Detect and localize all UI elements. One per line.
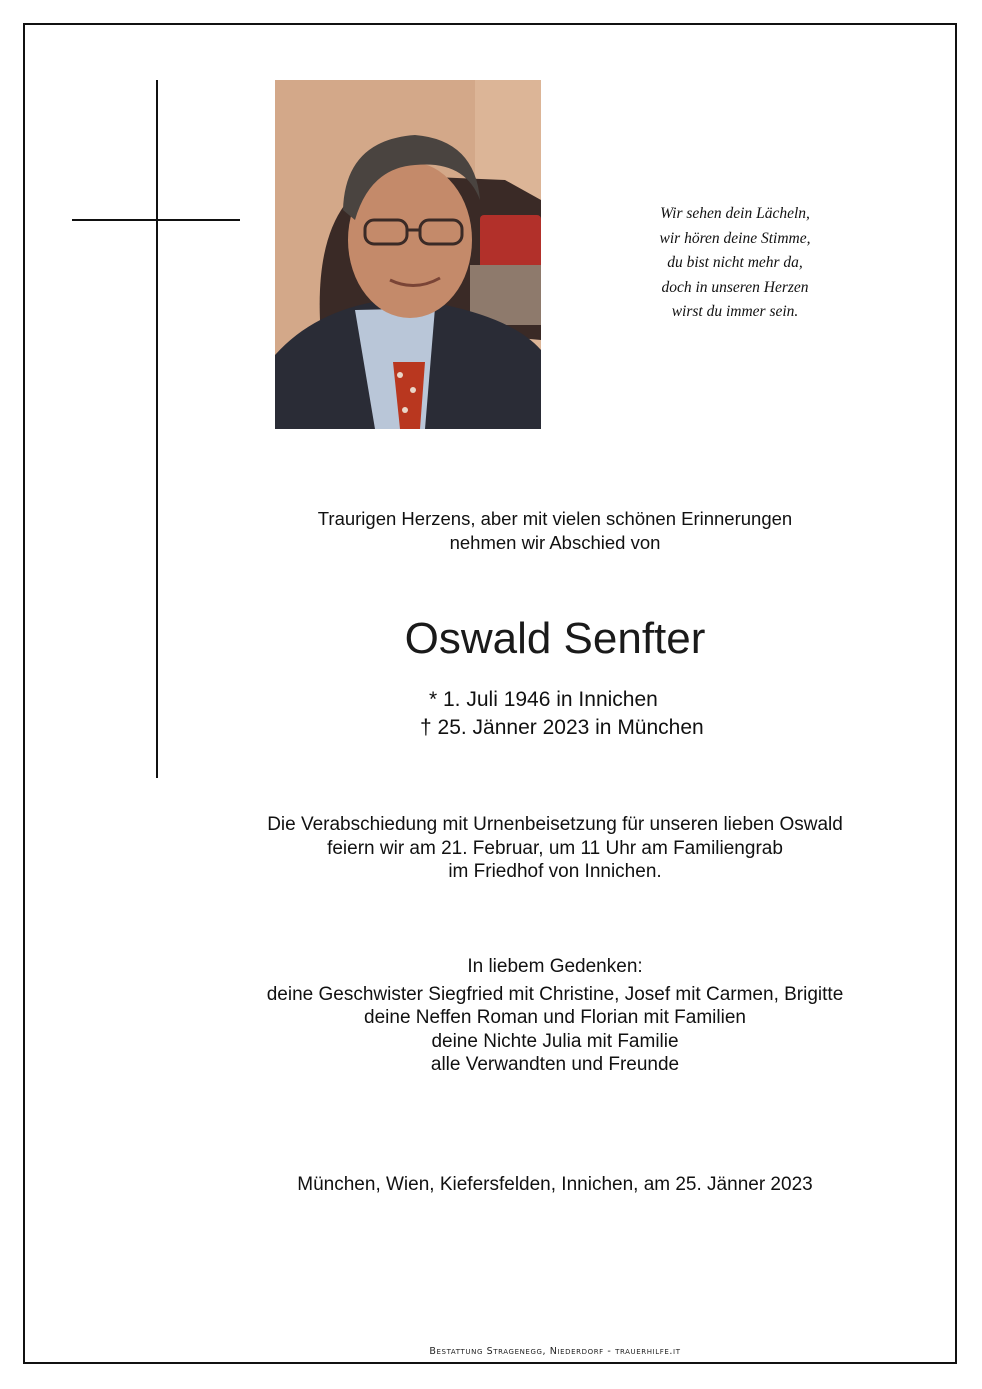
mourners-line: alle Verwandten und Freunde [430,1054,680,1075]
poem-line: Wir sehen dein Lächeln, [660,205,810,222]
intro-line: nehmen wir Abschied von [449,531,661,553]
intro-line: Traurigen Herzens, aber mit vielen schönen Erinnerungen [317,508,793,529]
poem-line: wir hören deine Stimme, [659,229,811,247]
ceremony-line: im Friedhof von Innichen. [448,861,662,882]
deceased-name: Oswald Senfter [404,614,706,663]
death-date: † 25. Jänner 2023 in München [420,716,704,739]
portrait-photo [275,80,541,429]
mourners-heading: In liebem Gedenken: [467,956,643,977]
place-and-date: München, Wien, Kiefersfelden, Innichen, am 25. Jänner 2023 [297,1174,813,1195]
poem-line: du bist nicht mehr da, [667,254,803,271]
portrait-illustration [275,80,541,429]
birth-date: * 1. Juli 1946 in Innichen [429,688,658,711]
poem-line: doch in unseren Herzen [661,278,809,296]
mourners-line: deine Neffen Roman und Florian mit Familien [364,1007,746,1028]
memorial-poem [625,202,845,325]
life-dates [420,686,704,742]
mourners-line: deine Geschwister Siegfried mit Christine, Josef mit Carmen, Brigitte [266,983,844,1005]
mourners-section [200,955,910,1077]
funeral-home-footer: Bestattung Stragenegg, Niederdorf - trauerhilfe.it [429,1346,681,1357]
ceremony-line: feiern wir am 21. Februar, um 11 Uhr am Familiengrab [327,837,783,859]
ceremony-line: Die Verabschiedung mit Urnenbeisetzung für unseren lieben Oswald [267,814,843,835]
cross-vertical-bar [156,80,158,778]
intro-text [200,507,910,554]
mourners-line: deine Nichte Julia mit Familie [431,1030,679,1052]
ceremony-text [200,813,910,884]
cross-horizontal-bar [72,219,240,221]
poem-line: wirst du immer sein. [671,303,799,320]
